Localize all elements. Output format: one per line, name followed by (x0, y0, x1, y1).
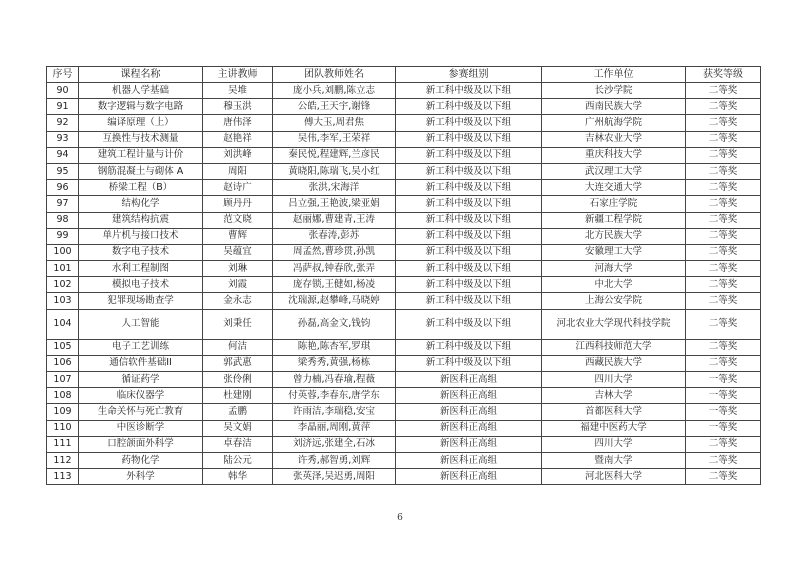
cell-institution: 江西科技师范大学 (542, 339, 686, 355)
table-row (47, 212, 761, 228)
cell-index: 101 (47, 261, 79, 277)
cell-institution: 重庆科技大学 (542, 147, 686, 163)
cell-index: 110 (47, 420, 79, 436)
cell-institution: 四川大学 (542, 372, 686, 388)
cell-lead-teacher: 吴堆 (203, 83, 273, 99)
cell-course-name: 药物化学 (79, 452, 203, 468)
cell-group: 新医科正高组 (396, 452, 542, 468)
cell-group: 新工科中级及以下组 (396, 244, 542, 260)
cell-lead-teacher: 吴文娟 (203, 420, 273, 436)
table-header-row (47, 67, 761, 83)
cell-group: 新医科正高组 (396, 420, 542, 436)
cell-institution: 武汉理工大学 (542, 163, 686, 179)
cell-team-teachers: 梁秀秀,黄强,杨栋 (273, 355, 396, 371)
cell-group: 新医科正高组 (396, 388, 542, 404)
cell-index: 90 (47, 83, 79, 99)
cell-award-level: 二等奖 (686, 261, 761, 277)
cell-award-level: 二等奖 (686, 244, 761, 260)
cell-team-teachers: 孙磊,高金文,钱钧 (273, 309, 396, 339)
table-row (47, 163, 761, 179)
cell-group: 新工科中级及以下组 (396, 115, 542, 131)
cell-institution: 吉林农业大学 (542, 131, 686, 147)
cell-institution: 首都医科大学 (542, 404, 686, 420)
cell-award-level: 二等奖 (686, 99, 761, 115)
cell-index: 96 (47, 180, 79, 196)
cell-award-level: 二等奖 (686, 212, 761, 228)
cell-group: 新工科中级及以下组 (396, 309, 542, 339)
cell-index: 97 (47, 196, 79, 212)
cell-index: 99 (47, 228, 79, 244)
table-row (47, 404, 761, 420)
cell-group: 新医科正高组 (396, 404, 542, 420)
header-team-teachers: 团队教师姓名 (273, 67, 396, 83)
cell-lead-teacher: 陆公元 (203, 452, 273, 468)
cell-group: 新医科正高组 (396, 372, 542, 388)
cell-team-teachers: 黄晓阳,陈瑞飞,吴小红 (273, 163, 396, 179)
table-row (47, 372, 761, 388)
cell-index: 109 (47, 404, 79, 420)
cell-group: 新医科正高组 (396, 436, 542, 452)
cell-award-level: 二等奖 (686, 83, 761, 99)
cell-award-level: 二等奖 (686, 339, 761, 355)
cell-index: 102 (47, 277, 79, 293)
cell-lead-teacher: 郭武惠 (203, 355, 273, 371)
cell-course-name: 电子工艺训练 (79, 339, 203, 355)
cell-institution: 西南民族大学 (542, 99, 686, 115)
cell-course-name: 临床仪器学 (79, 388, 203, 404)
cell-award-level: 一等奖 (686, 388, 761, 404)
cell-institution: 广州航海学院 (542, 115, 686, 131)
cell-lead-teacher: 杜建刚 (203, 388, 273, 404)
cell-course-name: 循证药学 (79, 372, 203, 388)
cell-lead-teacher: 韩华 (203, 469, 273, 485)
cell-institution: 北方民族大学 (542, 228, 686, 244)
cell-team-teachers: 张英泽,吴迟勇,周阳 (273, 469, 396, 485)
cell-index: 93 (47, 131, 79, 147)
cell-course-name: 单片机与接口技术 (79, 228, 203, 244)
cell-team-teachers: 张洪,宋海洋 (273, 180, 396, 196)
cell-lead-teacher: 顾丹丹 (203, 196, 273, 212)
cell-institution: 安徽理工大学 (542, 244, 686, 260)
cell-index: 95 (47, 163, 79, 179)
cell-award-level: 二等奖 (686, 277, 761, 293)
cell-award-level: 一等奖 (686, 404, 761, 420)
cell-course-name: 数字电子技术 (79, 244, 203, 260)
cell-course-name: 口腔颌面外科学 (79, 436, 203, 452)
cell-team-teachers: 庞存锁,王健如,杨凌 (273, 277, 396, 293)
cell-lead-teacher: 张伶俐 (203, 372, 273, 388)
cell-team-teachers: 庞小兵,刘鹏,陈立志 (273, 83, 396, 99)
table-row (47, 355, 761, 371)
cell-group: 新工科中级及以下组 (396, 83, 542, 99)
cell-institution: 西藏民族大学 (542, 355, 686, 371)
cell-index: 104 (47, 309, 79, 339)
cell-course-name: 互换性与技术测量 (79, 131, 203, 147)
cell-course-name: 人工智能 (79, 309, 203, 339)
cell-award-level: 二等奖 (686, 115, 761, 131)
cell-group: 新工科中级及以下组 (396, 261, 542, 277)
cell-institution: 河北医科大学 (542, 469, 686, 485)
cell-lead-teacher: 范文晓 (203, 212, 273, 228)
cell-team-teachers: 吴伟,李军,王荣祥 (273, 131, 396, 147)
cell-index: 94 (47, 147, 79, 163)
table-row (47, 99, 761, 115)
header-lead-teacher: 主讲教师 (203, 67, 273, 83)
cell-award-level: 二等奖 (686, 131, 761, 147)
cell-lead-teacher: 刘秉任 (203, 309, 273, 339)
cell-team-teachers: 赵丽娜,曹建青,王涛 (273, 212, 396, 228)
cell-institution: 石家庄学院 (542, 196, 686, 212)
table-row (47, 115, 761, 131)
cell-institution: 大连交通大学 (542, 180, 686, 196)
cell-group: 新工科中级及以下组 (396, 277, 542, 293)
table-row (47, 180, 761, 196)
cell-group: 新工科中级及以下组 (396, 212, 542, 228)
cell-lead-teacher: 曹辉 (203, 228, 273, 244)
cell-index: 106 (47, 355, 79, 371)
cell-team-teachers: 付英蓉,李春东,唐学东 (273, 388, 396, 404)
cell-index: 98 (47, 212, 79, 228)
table-row (47, 339, 761, 355)
cell-index: 112 (47, 452, 79, 468)
cell-institution: 暨南大学 (542, 452, 686, 468)
cell-lead-teacher: 赵诗广 (203, 180, 273, 196)
cell-group: 新工科中级及以下组 (396, 180, 542, 196)
cell-award-level: 二等奖 (686, 469, 761, 485)
cell-lead-teacher: 卓春洁 (203, 436, 273, 452)
cell-team-teachers: 冯萨叔,钟春欣,张弄 (273, 261, 396, 277)
cell-institution: 长沙学院 (542, 83, 686, 99)
cell-award-level: 一等奖 (686, 372, 761, 388)
table-body (47, 83, 761, 485)
cell-group: 新工科中级及以下组 (396, 163, 542, 179)
table-row (47, 147, 761, 163)
cell-institution: 四川大学 (542, 436, 686, 452)
cell-team-teachers: 刘济远,张建全,石冰 (273, 436, 396, 452)
cell-lead-teacher: 穆玉洪 (203, 99, 273, 115)
cell-index: 111 (47, 436, 79, 452)
cell-institution: 福建中医药大学 (542, 420, 686, 436)
cell-lead-teacher: 刘霞 (203, 277, 273, 293)
cell-institution: 吉林大学 (542, 388, 686, 404)
cell-group: 新工科中级及以下组 (396, 99, 542, 115)
cell-institution: 河北农业大学现代科技学院 (542, 309, 686, 339)
cell-index: 91 (47, 99, 79, 115)
cell-team-teachers: 曾力楠,冯春瑜,程薇 (273, 372, 396, 388)
cell-course-name: 模拟电子技术 (79, 277, 203, 293)
cell-award-level: 一等奖 (686, 420, 761, 436)
cell-lead-teacher: 唐伟泽 (203, 115, 273, 131)
cell-award-level: 二等奖 (686, 293, 761, 309)
cell-group: 新工科中级及以下组 (396, 147, 542, 163)
table-row (47, 277, 761, 293)
table-row (47, 469, 761, 485)
cell-course-name: 犯罪现场勘查学 (79, 293, 203, 309)
cell-award-level: 二等奖 (686, 309, 761, 339)
cell-index: 92 (47, 115, 79, 131)
cell-course-name: 通信软件基础II (79, 355, 203, 371)
table-row (47, 293, 761, 309)
cell-lead-teacher: 周阳 (203, 163, 273, 179)
awards-table (46, 66, 761, 485)
table-row (47, 228, 761, 244)
cell-award-level: 二等奖 (686, 452, 761, 468)
cell-course-name: 桥梁工程（B） (79, 180, 203, 196)
cell-index: 103 (47, 293, 79, 309)
cell-lead-teacher: 何洁 (203, 339, 273, 355)
cell-team-teachers: 许雨洁,李瑞稳,安宝 (273, 404, 396, 420)
cell-index: 113 (47, 469, 79, 485)
cell-team-teachers: 秦民悦,程建辉,兰彦民 (273, 147, 396, 163)
cell-lead-teacher: 孟鹏 (203, 404, 273, 420)
cell-course-name: 外科学 (79, 469, 203, 485)
table-row (47, 131, 761, 147)
cell-lead-teacher: 吴蕴宜 (203, 244, 273, 260)
table-row (47, 261, 761, 277)
cell-course-name: 生命关怀与死亡教育 (79, 404, 203, 420)
cell-award-level: 二等奖 (686, 436, 761, 452)
table-row (47, 244, 761, 260)
cell-index: 107 (47, 372, 79, 388)
cell-award-level: 二等奖 (686, 228, 761, 244)
cell-team-teachers: 吕立强,王艳波,梁亚娟 (273, 196, 396, 212)
cell-lead-teacher: 刘洪峰 (203, 147, 273, 163)
cell-course-name: 编译原理（上） (79, 115, 203, 131)
table-row (47, 452, 761, 468)
cell-lead-teacher: 赵艳祥 (203, 131, 273, 147)
cell-institution: 上海公安学院 (542, 293, 686, 309)
table-row (47, 420, 761, 436)
cell-team-teachers: 李晶丽,周刚,黄萍 (273, 420, 396, 436)
cell-course-name: 数字逻辑与数字电路 (79, 99, 203, 115)
cell-group: 新工科中级及以下组 (396, 355, 542, 371)
cell-course-name: 机器人学基础 (79, 83, 203, 99)
cell-index: 108 (47, 388, 79, 404)
cell-group: 新医科正高组 (396, 469, 542, 485)
cell-course-name: 中医诊断学 (79, 420, 203, 436)
cell-team-teachers: 傅大玉,周君焦 (273, 115, 396, 131)
cell-group: 新工科中级及以下组 (396, 196, 542, 212)
cell-lead-teacher: 刘琳 (203, 261, 273, 277)
header-institution: 工作单位 (542, 67, 686, 83)
cell-award-level: 二等奖 (686, 196, 761, 212)
table-row (47, 309, 761, 339)
cell-index: 105 (47, 339, 79, 355)
cell-group: 新工科中级及以下组 (396, 228, 542, 244)
cell-course-name: 建筑工程计量与计价 (79, 147, 203, 163)
cell-index: 100 (47, 244, 79, 260)
cell-course-name: 钢筋混凝土与砌体 A (79, 163, 203, 179)
cell-institution: 新疆工程学院 (542, 212, 686, 228)
cell-team-teachers: 陈艳,陈杏军,罗琪 (273, 339, 396, 355)
page-number: 6 (397, 513, 403, 523)
table-row (47, 196, 761, 212)
cell-lead-teacher: 金永志 (203, 293, 273, 309)
cell-team-teachers: 许秀,郝智勇,刘辉 (273, 452, 396, 468)
cell-course-name: 结构化学 (79, 196, 203, 212)
cell-institution: 河海大学 (542, 261, 686, 277)
table-row (47, 388, 761, 404)
cell-team-teachers: 公皓,王天宇,谢锋 (273, 99, 396, 115)
cell-group: 新工科中级及以下组 (396, 131, 542, 147)
cell-institution: 中北大学 (542, 277, 686, 293)
cell-team-teachers: 沈瑞源,赵攀峰,马晓婷 (273, 293, 396, 309)
cell-course-name: 建筑结构抗震 (79, 212, 203, 228)
cell-team-teachers: 张春涛,彭苏 (273, 228, 396, 244)
cell-course-name: 水利工程制图 (79, 261, 203, 277)
cell-award-level: 二等奖 (686, 147, 761, 163)
cell-award-level: 二等奖 (686, 355, 761, 371)
header-index: 序号 (47, 67, 79, 83)
cell-team-teachers: 周孟然,曹珍贯,孙凯 (273, 244, 396, 260)
cell-award-level: 二等奖 (686, 163, 761, 179)
cell-group: 新工科中级及以下组 (396, 293, 542, 309)
cell-group: 新工科中级及以下组 (396, 339, 542, 355)
header-course-name: 课程名称 (79, 67, 203, 83)
table-row (47, 83, 761, 99)
cell-award-level: 二等奖 (686, 180, 761, 196)
table-row (47, 436, 761, 452)
header-award-level: 获奖等级 (686, 67, 761, 83)
header-group: 参赛组别 (396, 67, 542, 83)
